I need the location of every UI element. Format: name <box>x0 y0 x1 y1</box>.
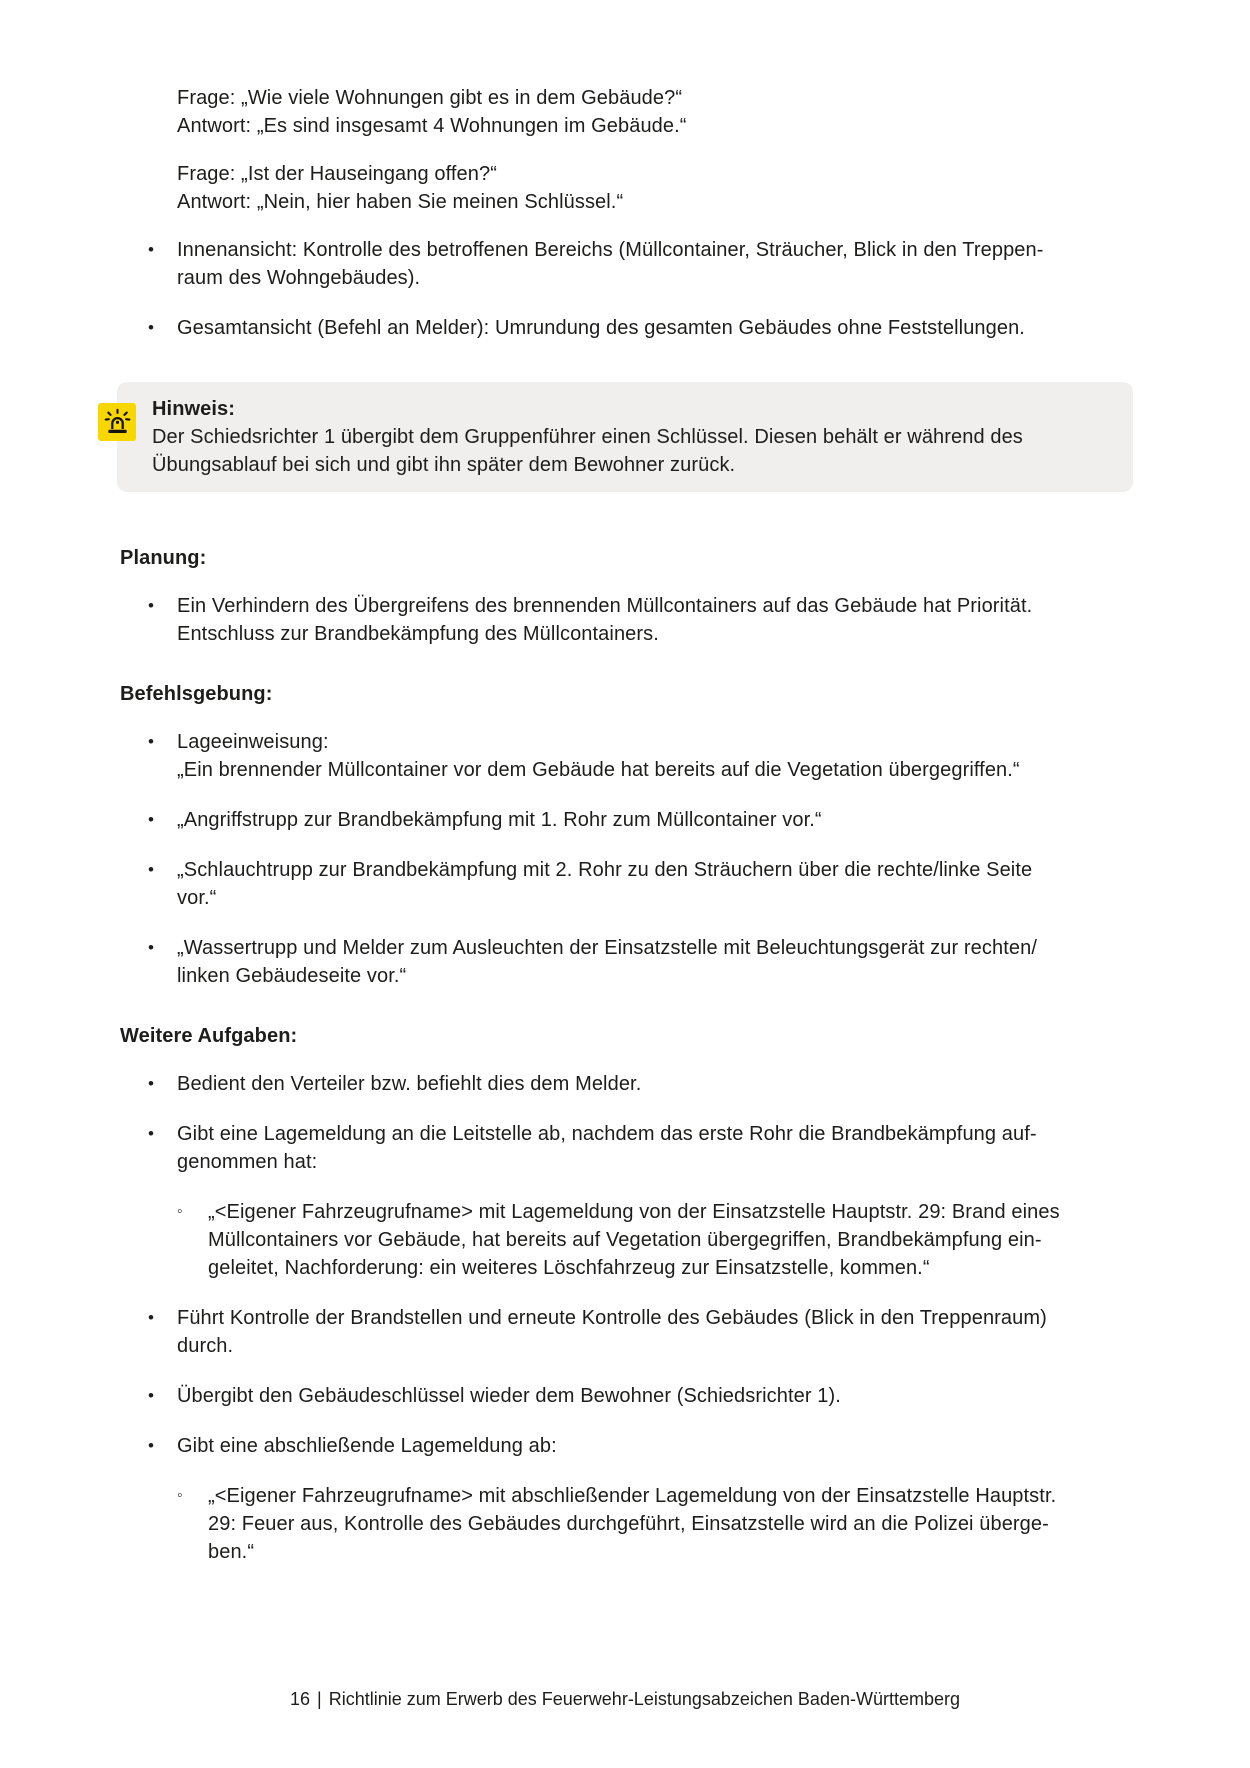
list-item <box>120 1382 1138 1410</box>
list-item-text: „Angriffstrupp zur Brandbekämpfung mit 1. Rohr zum Müllcontainer vor.“ <box>177 809 822 831</box>
hinweis-text: Der Schiedsrichter 1 übergibt dem Gruppenführer einen Schlüssel. Diesen behält er während des Übungsablauf bei sich und gibt ihn später dem Bewohner zurück. <box>152 426 1023 476</box>
bullet-marker-icon: • <box>148 240 155 259</box>
bullet-marker-icon: • <box>148 938 155 957</box>
list-item-text: Führt Kontrolle der Brandstellen und erneute Kontrolle des Gebäudes (Blick in den Treppenraum) durch. <box>177 1307 1047 1357</box>
list-item <box>120 236 1138 292</box>
section-heading-planung: Planung: <box>120 547 207 569</box>
list-item-text: Lageeinweisung: „Ein brennender Müllcontainer vor dem Gebäude hat bereits auf die Vegetation übergegriffen.“ <box>177 731 1020 781</box>
observation-list <box>120 236 1138 342</box>
bullet-marker-icon: • <box>148 318 155 337</box>
list-item <box>120 1120 1138 1176</box>
list-item-text: Gibt eine Lagemeldung an die Leitstelle ab, nachdem das erste Rohr die Brandbekämpfung auf- genommen hat: <box>177 1123 1037 1173</box>
bullet-marker-icon: • <box>148 810 155 829</box>
sub-list-item <box>120 1482 1138 1566</box>
bullet-marker-icon: • <box>148 1074 155 1093</box>
bullet-marker-icon: • <box>148 596 155 615</box>
list-item-text: „Schlauchtrupp zur Brandbekämpfung mit 2. Rohr zu den Sträuchern über die rechte/linke Seite vor.“ <box>177 859 1033 909</box>
bullet-marker-icon: • <box>148 1386 155 1405</box>
list-item-text: Ein Verhindern des Übergreifens des brennenden Müllcontainers auf das Gebäude hat Priorität. Entschluss zur Brandbekämpfung des Müllcontainers. <box>177 595 1033 645</box>
section-heading-befehlsgebung: Befehlsgebung: <box>120 683 273 705</box>
hinweis-box <box>117 382 1133 492</box>
list-item <box>120 1070 1138 1098</box>
bullet-marker-icon: • <box>148 732 155 751</box>
sub-list-item <box>120 1198 1138 1282</box>
list-item-text: Bedient den Verteiler bzw. befiehlt dies dem Melder. <box>177 1073 642 1095</box>
list-item <box>120 806 1138 834</box>
list-item-text: Gibt eine abschließende Lagemeldung ab: <box>177 1435 557 1457</box>
page-number: 16 <box>289 1689 311 1709</box>
section-heading-weitere-aufgaben: Weitere Aufgaben: <box>120 1025 298 1047</box>
qa-paragraph-2: Frage: „Ist der Hauseingang offen?“ Antwort: „Nein, hier haben Sie meinen Schlüssel.“ <box>177 163 624 213</box>
qa-paragraph-1: Frage: „Wie viele Wohnungen gibt es in dem Gebäude?“ Antwort: „Es sind insgesamt 4 Wohnungen im Gebäude.“ <box>177 87 687 137</box>
weitere-aufgaben-list <box>120 1070 1138 1566</box>
page-footer <box>0 1686 1250 1712</box>
list-item-text: „Wassertrupp und Melder zum Ausleuchten der Einsatzstelle mit Beleuchtungsgerät zur rechten/ linken Gebäudeseite vor.“ <box>177 937 1037 987</box>
list-item-text: Innenansicht: Kontrolle des betroffenen Bereichs (Müllcontainer, Sträucher, Blick in den Treppen- raum des Wohngebäudes). <box>177 239 1044 289</box>
list-item-text: Übergibt den Gebäudeschlüssel wieder dem Bewohner (Schiedsrichter 1). <box>177 1385 841 1407</box>
footer-title: Richtlinie zum Erwerb des Feuerwehr-Leistungsabzeichen Baden-Württemberg <box>328 1689 960 1709</box>
list-item <box>120 592 1138 648</box>
list-item <box>120 856 1138 912</box>
list-item-text: „<Eigener Fahrzeugrufname> mit abschließender Lagemeldung von der Einsatzstelle Hauptstr. 29: Feuer aus, Kontrolle des Gebäudes durchgeführt, Einsatzstelle wird an die Polizei überge- ben.“ <box>208 1485 1057 1563</box>
planung-list <box>120 592 1138 648</box>
list-item <box>120 314 1138 342</box>
hinweis-title: Hinweis: <box>152 398 236 420</box>
list-item <box>120 728 1138 784</box>
bullet-marker-icon: • <box>148 860 155 879</box>
list-item-text: „<Eigener Fahrzeugrufname> mit Lagemeldung von der Einsatzstelle Hauptstr. 29: Brand eines Müllcontainers vor Gebäude, hat bereits auf Vegetation übergegriffen, Brandbekämpfung ein- geleitet, Nachforderung: ein weiteres Löschfahrzeug zur Einsatzstelle, kommen.“ <box>208 1201 1060 1279</box>
list-item <box>120 1432 1138 1460</box>
list-item <box>120 934 1138 990</box>
list-item-text: Gesamtansicht (Befehl an Melder): Umrundung des gesamten Gebäudes ohne Feststellungen. <box>177 317 1025 339</box>
bullet-marker-icon: • <box>148 1308 155 1327</box>
bullet-marker-icon: • <box>148 1436 155 1455</box>
list-item <box>120 1304 1138 1360</box>
footer-separator: | <box>317 1689 322 1709</box>
warning-beacon-icon <box>98 403 136 441</box>
circle-marker-icon: ◦ <box>177 1203 183 1220</box>
befehlsgebung-list <box>120 728 1138 990</box>
circle-marker-icon: ◦ <box>177 1487 183 1504</box>
bullet-marker-icon: • <box>148 1124 155 1143</box>
